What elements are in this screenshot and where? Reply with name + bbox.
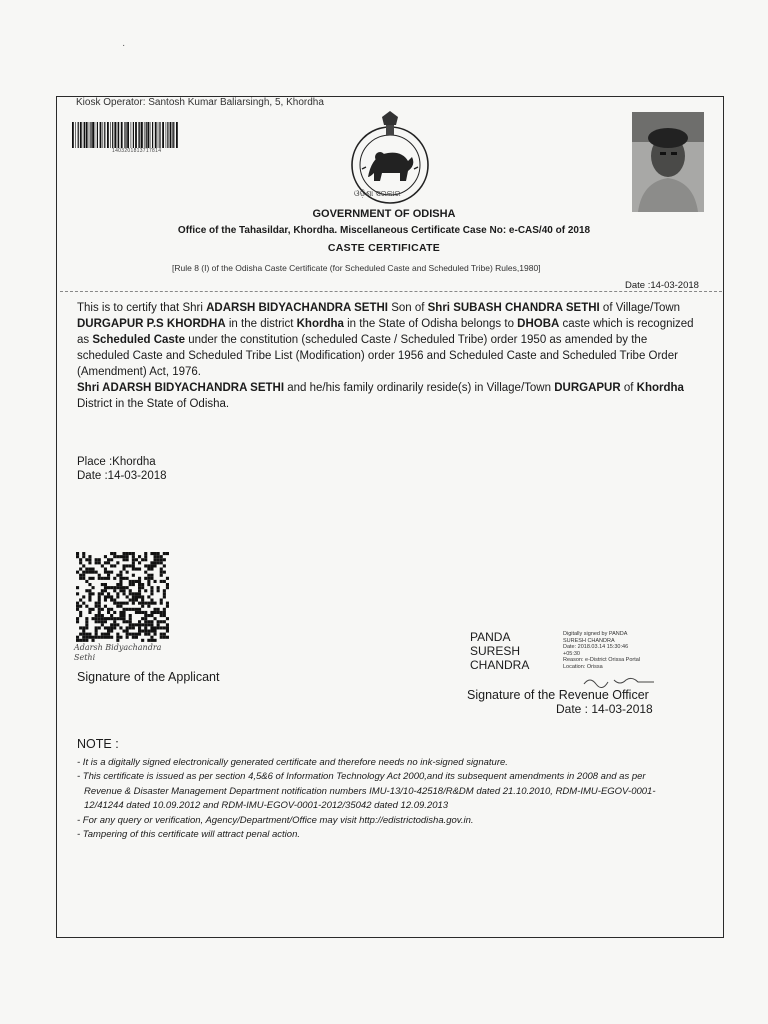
certify-paragraph: This is to certify that Shri ADARSH BIDYACHANDRA SETHI Son of Shri SUBASH CHANDRA SETHI of Village/Town DURGAPUR P.S KHORDHA in the district Khordha in the State of Odisha belongs to DHOBA caste which is recognized as Scheduled Caste under the constitution (scheduled Caste / Scheduled Tribe) order 1950 as amended by the scheduled Caste and Scheduled Tribe List (Modification) order 1956 and Scheduled Caste and Scheduled Tribe Order (Amendment) Act, 1976. (77, 302, 694, 378)
caste-name: DHOBA (517, 318, 560, 330)
office-line: Office of the Tahasildar, Khordha. Miscellaneous Certificate Case No: e-CAS/40 of 2018 (177, 225, 591, 236)
barcode (72, 122, 180, 148)
scan-speck: · (122, 40, 126, 51)
place: Place :Khordha (77, 456, 156, 468)
applicant-photo (632, 112, 704, 212)
place-date: Date :14-03-2018 (77, 470, 167, 482)
village-name: DURGAPUR P.S KHORDHA (77, 318, 226, 330)
caste-category: Scheduled Caste (92, 334, 186, 346)
certificate-title: CASTE CERTIFICATE (327, 242, 441, 254)
certificate-body (77, 300, 697, 412)
note-item: - Tampering of this certificate will attract penal action. (77, 829, 300, 841)
district-name: Khordha (296, 318, 344, 330)
applicant-signature: Adarsh Bidyachandra Sethi (74, 643, 162, 662)
rule-reference: [Rule 8 (I) of the Odisha Caste Certificate (for Scheduled Caste and Scheduled Tribe) Rules,1980] (172, 263, 541, 273)
revenue-officer-date: Date : 14-03-2018 (556, 702, 653, 716)
note-item: - This certificate is issued as per section 4,5&6 of Information Technology Act 2000,and its subsequent amendments in 2008 and as per Revenue & Disaster Management Department notification numbers IMU-13/10-42518/R&DM dated 21.10.2010, RDM-IMU-EGOV-0001-12/41244 dated 10.09.2012 and RDM-IMU-EGOV-0001-2012/35042 dated 12.09.2013 (77, 771, 656, 812)
applicant-signature-label: Signature of the Applicant (77, 670, 220, 684)
note-item: - For any query or verification, Agency/Department/Office may visit http://edistrictodisha.gov.in. (77, 814, 474, 826)
qr-code (76, 552, 170, 642)
revenue-officer-signature-label: Signature of the Revenue Officer (467, 688, 649, 702)
issue-date: Date :14-03-2018 (625, 280, 699, 291)
barcode-number: 1403201813717814 (112, 148, 162, 154)
applicant-name: ADARSH BIDYACHANDRA SETHI (206, 302, 388, 314)
notes-list (77, 756, 677, 842)
note-title: NOTE : (77, 737, 119, 751)
officer-name: PANDA SURESH CHANDRA (470, 630, 530, 672)
government-heading: GOVERNMENT OF ODISHA (312, 208, 456, 220)
place-block (77, 455, 167, 483)
digital-signature-details: Digitally signed by PANDA SURESH CHANDRA Date: 2018.03.14 15:30:46 +05:30 Reason: e-District Orissa Portal Location: Orissa (563, 631, 641, 670)
father-name: Shri SUBASH CHANDRA SETHI (427, 302, 600, 314)
kiosk-operator: Kiosk Operator: Santosh Kumar Baliarsingh, 5, Khordha (76, 97, 324, 108)
note-item: - It is a digitally signed electronically generated certificate and therefore needs no ink-signed signature. (77, 757, 508, 768)
emblem-caption: ଓଡ଼ିଶା ସରକାର (354, 189, 401, 198)
divider (60, 291, 722, 292)
residence-paragraph: Shri ADARSH BIDYACHANDRA SETHI and he/his family ordinarily reside(s) in Village/Town DURGAPUR of Khordha District in the State of Odisha. (77, 382, 684, 410)
